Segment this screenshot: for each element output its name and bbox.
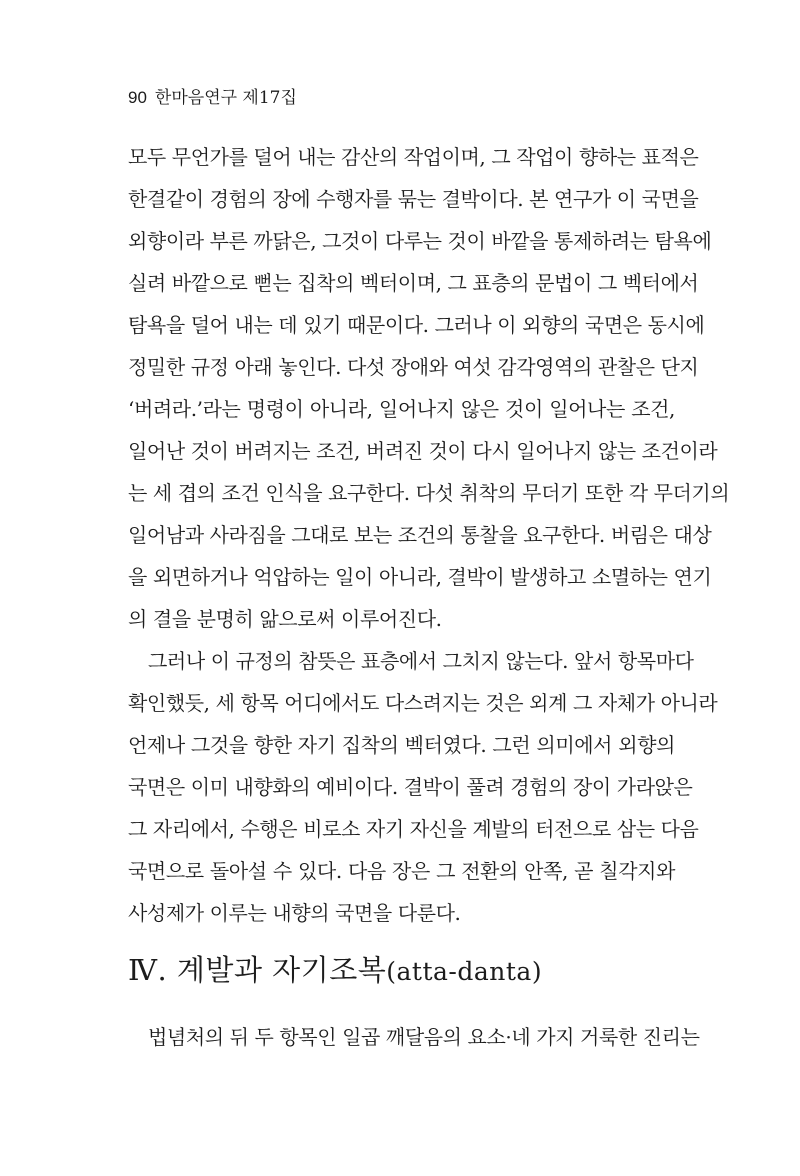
body-line: ‘버려라.’라는 명령이 아니라, 일어나지 않은 것이 일어나는 조건, xyxy=(128,397,675,421)
body-line: 탐욕을 덜어 내는 데 있기 때문이다. 그러나 이 외향의 국면은 동시에 xyxy=(128,313,705,337)
body-line: 외향이라 부른 까닭은, 그것이 다루는 것이 바깥을 통제하려는 탐욕에 xyxy=(128,229,712,253)
body-line: 모두 무언가를 덜어 내는 감산의 작업이며, 그 작업이 향하는 표적은 xyxy=(128,145,699,169)
journal-title: 한마음연구 제17집 xyxy=(154,88,297,108)
body-line: 확인했듯, 세 항목 어디에서도 다스려지는 것은 외계 그 자체가 아니라 xyxy=(128,691,718,715)
body-line: 정밀한 규정 아래 놓인다. 다섯 장애와 여섯 감각영역의 관찰은 단지 xyxy=(128,355,699,379)
body-line: 는 세 겹의 조건 인식을 요구한다. 다섯 취착의 무더기 또한 각 무더기의 xyxy=(128,481,730,505)
body-line: 일어남과 사라짐을 그대로 보는 조건의 통찰을 요구한다. 버림은 대상 xyxy=(128,523,712,547)
body-line: 한결같이 경험의 장에 수행자를 묶는 결박이다. 본 연구가 이 국면을 xyxy=(128,187,699,211)
body-line: 그 자리에서, 수행은 비로소 자기 자신을 계발의 터전으로 삼는 다음 xyxy=(128,817,699,841)
body-line: 국면은 이미 내향화의 예비이다. 결박이 풀려 경험의 장이 가라앉은 xyxy=(128,775,693,799)
section-heading xyxy=(128,950,542,992)
body-line: 을 외면하거나 억압하는 일이 아니라, 결박이 발생하고 소멸하는 연기 xyxy=(128,565,712,589)
body-line: 의 결을 분명히 앎으로써 이루어진다. xyxy=(128,607,442,631)
body-line: 실려 바깥으로 뻗는 집착의 벡터이며, 그 표층의 문법이 그 벡터에서 xyxy=(128,271,699,295)
body-line: 국면으로 돌아설 수 있다. 다음 장은 그 전환의 안쪽, 곧 칠각지와 xyxy=(128,859,675,883)
running-head xyxy=(128,86,297,110)
body-line: 사성제가 이루는 내향의 국면을 다룬다. xyxy=(128,901,461,925)
section-numeral: Ⅳ. xyxy=(128,953,168,987)
section-subtitle: (atta-danta) xyxy=(386,957,543,986)
body-line: 법념처의 뒤 두 항목인 일곱 깨달음의 요소·네 가지 거룩한 진리는 xyxy=(148,1025,700,1049)
section-title: 계발과 자기조복 xyxy=(176,953,387,987)
body-line: 일어난 것이 버려지는 조건, 버려진 것이 다시 일어나지 않는 조건이라 xyxy=(128,439,718,463)
body-line: 언제나 그것을 향한 자기 집착의 벡터였다. 그런 의미에서 외향의 xyxy=(128,733,675,757)
body-line: 그러나 이 규정의 참뜻은 표층에서 그치지 않는다. 앞서 항목마다 xyxy=(148,649,694,673)
page-number: 90 xyxy=(128,88,147,107)
